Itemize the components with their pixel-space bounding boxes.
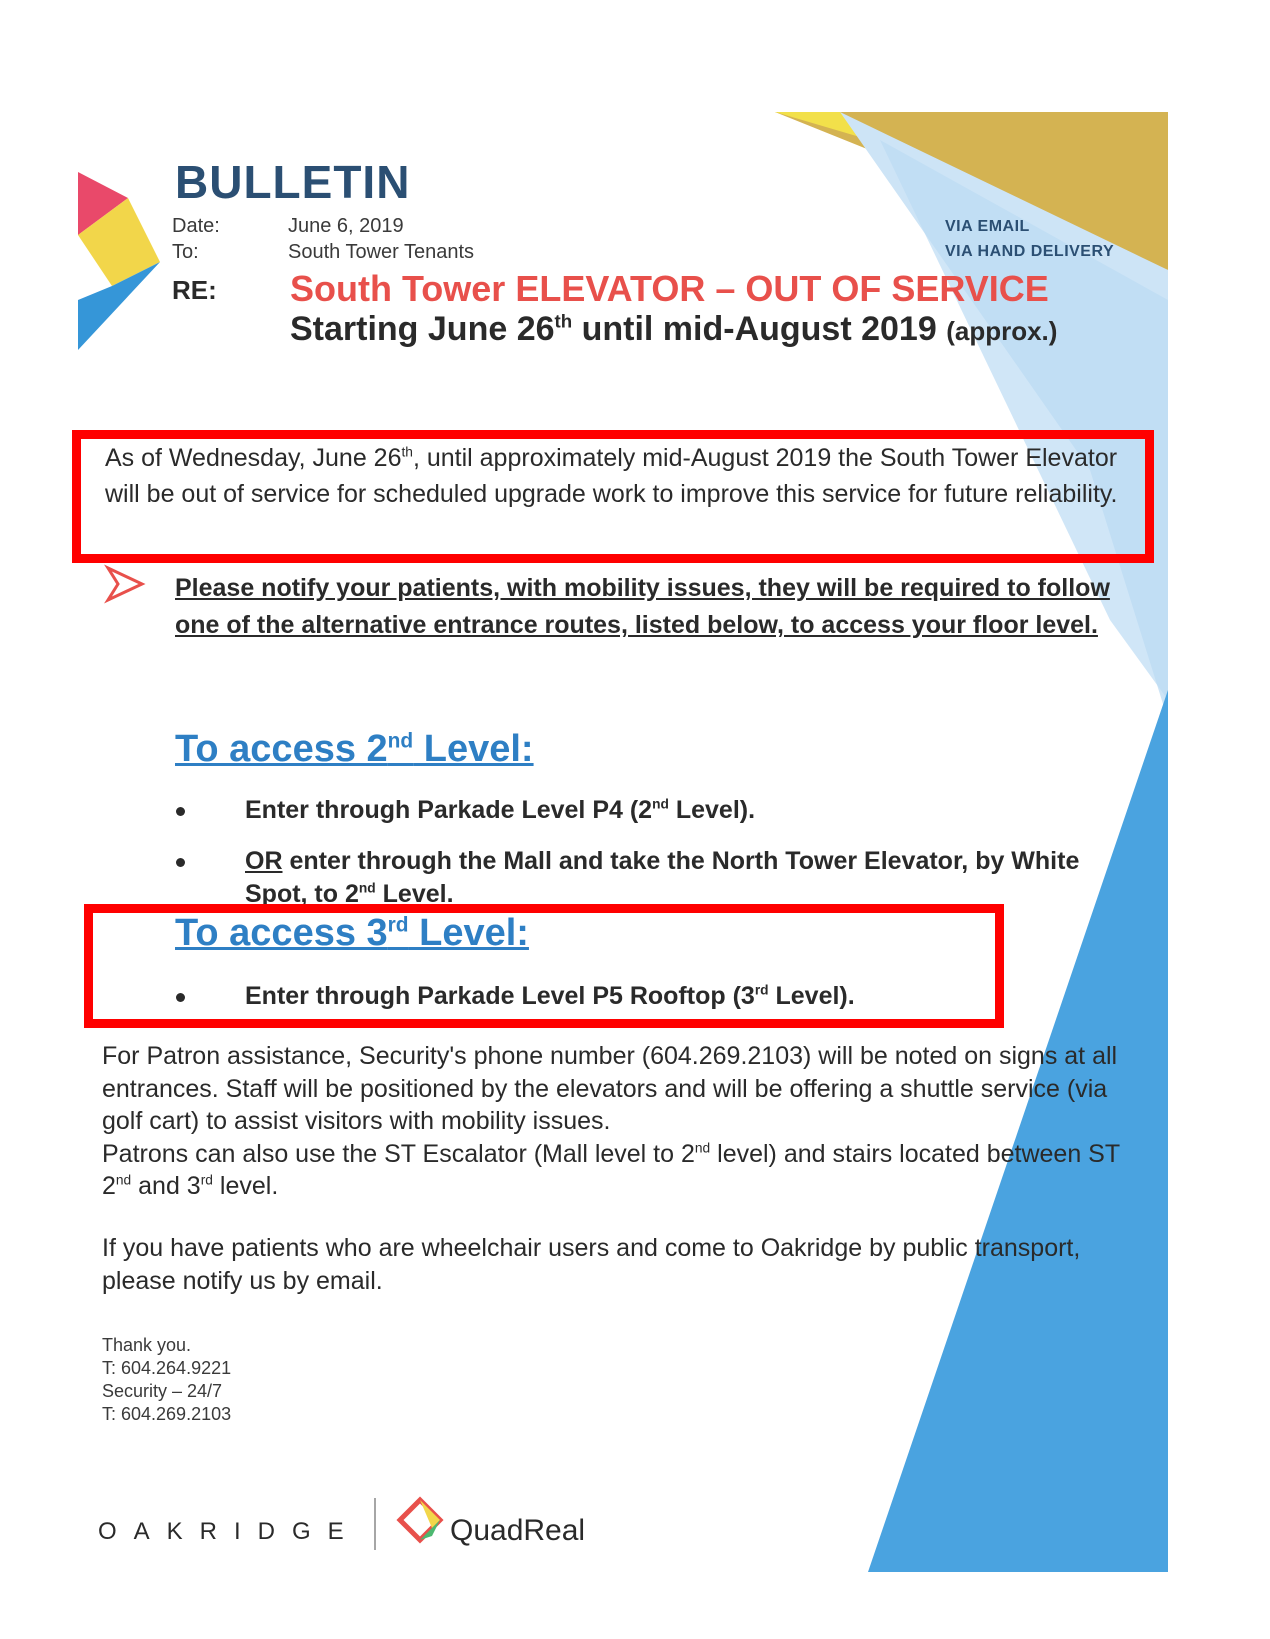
to-label: To: [172, 241, 199, 263]
quadreal-logo-text: QuadReal [450, 1514, 586, 1547]
level-2-bullet-2: OR enter through the Mall and take the North Tower Elevator, by White Spot, to 2nd Level. [245, 847, 1080, 908]
signoff-thanks: Thank you. [102, 1335, 192, 1355]
date-label: Date: [172, 215, 220, 237]
re-title: South Tower ELEVATOR – OUT OF SERVICE [290, 268, 1049, 309]
to-value: South Tower Tenants [288, 241, 475, 263]
via-hand-delivery: VIA HAND DELIVERY [945, 243, 1115, 260]
bullet-dot [176, 858, 185, 867]
via-email: VIA EMAIL [945, 218, 1030, 235]
patron-paragraph: For Patron assistance, Security's phone number (604.269.2103) will be noted on signs at all entrances. Staff will be positioned by the elevators and will be offering a shuttle service (via golf cart) to assist visitors with mobility issues. Patrons can also use the ST Escalator (Mall level to 2nd level) and stairs located between ST 2nd and 3rd level. [102, 1042, 1120, 1200]
level-3-bullet-1: Enter through Parkade Level P5 Rooftop (3rd Level). [245, 982, 855, 1010]
quadreal-logo-icon [400, 1500, 440, 1540]
level-3-highlight-box [84, 904, 1004, 1028]
level-2-bullet-1: Enter through Parkade Level P4 (2nd Level). [245, 796, 756, 824]
wheelchair-paragraph: If you have patients who are wheelchair users and come to Oakridge by public transport, please notify us by email. [102, 1234, 1081, 1295]
oakridge-logo-text: OAKRIDGE [98, 1518, 361, 1545]
arrow-bullet-icon [108, 568, 142, 600]
bulletin-title: BULLETIN [175, 156, 411, 208]
signoff-phone-1: T: 604.264.9221 [102, 1358, 232, 1378]
notify-paragraph: Please notify your patients, with mobility issues, they will be required to follow one of the alternative entrance routes, listed below, to access your floor level. [175, 574, 1110, 639]
re-subtitle: Starting June 26th until mid-August 2019 (approx.) [290, 310, 1058, 348]
date-value: June 6, 2019 [288, 215, 404, 237]
signoff-phone-2: T: 604.269.2103 [102, 1404, 232, 1424]
level-2-heading: To access 2nd Level: [175, 728, 534, 770]
intro-paragraph: As of Wednesday, June 26th, until approximately mid-August 2019 the South Tower Elevator will be out of service for scheduled upgrade work to improve this service for future reliability. [105, 444, 1118, 508]
signoff [102, 1334, 231, 1426]
re-label: RE: [172, 275, 217, 305]
bullet-dot [176, 807, 185, 816]
signoff-security: Security – 24/7 [102, 1381, 223, 1401]
level-3-heading: To access 3rd Level: [175, 912, 529, 954]
